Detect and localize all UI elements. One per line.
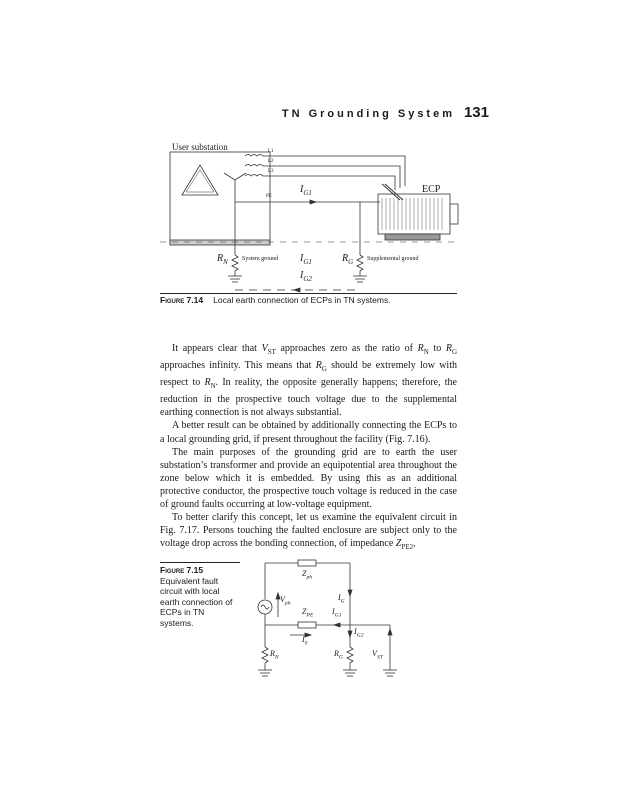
motor-base [385, 234, 440, 240]
zpe-impedance [298, 622, 316, 628]
ig1-bottom-label: $I_{G1}$ [300, 253, 312, 266]
ig2-arrow [348, 631, 352, 637]
figure-7-14-caption-text: Local earth connection of ECPs in TN systems. [213, 295, 391, 305]
ig1-label: $I_{G1}$ [332, 607, 342, 619]
figure-7-15-caption [160, 565, 238, 628]
zph-label: $Z_{ph}$ [302, 569, 313, 581]
paragraph-4: To better clarify this concept, let us examine the equivalent circuit in Fig. 7.17. Persons touching the faulted enclosure are subject only to the voltage drop across the bonding connection, of impedance $Z_{PE2}$, [160, 512, 457, 552]
ig2-label: $I_{G2}$ [354, 627, 364, 639]
caption-rule [160, 293, 457, 294]
conductor-l2 [263, 166, 400, 188]
rn-label: $R_N$ [217, 253, 228, 266]
page-header [0, 106, 617, 126]
figure-7-15-rule [160, 562, 240, 563]
figure-7-14-caption [160, 295, 460, 305]
vst-label: $V_{ST}$ [372, 649, 383, 661]
figure-7-14 [160, 140, 460, 300]
running-title: TN Grounding System [281, 108, 455, 120]
rn-resistor [232, 255, 238, 271]
figure-7-15-diagram [250, 555, 410, 685]
ground-bar [170, 240, 270, 245]
pe-label: PE [266, 194, 272, 199]
transformer-delta [182, 165, 218, 195]
substation-label: User substation [172, 142, 228, 152]
rg-label: $R_G$ [342, 253, 354, 266]
rg-label: $R_G$ [334, 649, 343, 661]
l1-label: L1 [268, 149, 274, 154]
ig-label: $I_G$ [338, 593, 345, 605]
paragraph-1: It appears clear that $V_{ST}$ approaches zero as the ratio of $R_N$ to $R_G$ approaches infinity. This means that $R_G$ should be extremely low with respect to $R_N$. In reality, the opposite generally happens; therefore, the reduction in the prospective touch voltage due to the supplemental earthing connection is not always substantial. [160, 343, 457, 419]
ig1-arrow-top [310, 200, 316, 204]
rn-label: $R_N$ [270, 649, 279, 661]
ig2-arrow [294, 288, 300, 292]
coil-l3 [245, 175, 263, 177]
body-text [160, 342, 457, 554]
ig-arrow [348, 590, 352, 596]
ecp-label: ECP [422, 184, 441, 195]
coil-l1 [245, 155, 263, 157]
ig2-label: $I_{G2}$ [300, 270, 312, 283]
figure-7-15 [250, 555, 410, 685]
ig1-arrow [334, 623, 340, 627]
rg-resistor [357, 255, 363, 271]
substation-box [170, 152, 270, 244]
zph-impedance [298, 560, 316, 566]
l2-label: L2 [268, 159, 274, 164]
l3-label: L3 [268, 169, 274, 174]
conductor-l1 [263, 156, 405, 186]
page-number: 131 [463, 104, 489, 121]
i0-label: $I_0$ [302, 635, 308, 647]
ig1-top-label: $I_{G1}$ [300, 184, 312, 197]
paragraph-2: A better result can be obtained by additionally connecting the ECPs to a local grounding grid, if present throughout the facility (Fig. 7.16). [160, 420, 457, 445]
figure-7-15-caption-label: Figure 7.15 [160, 565, 204, 575]
system-ground-label: System ground [242, 256, 279, 262]
figure-7-14-caption-label: Figure 7.14 [160, 295, 204, 305]
vph-label: $V_{ph}$ [280, 595, 291, 607]
coil-l2 [245, 165, 263, 167]
supplemental-ground-label: Supplemental ground [367, 256, 419, 262]
zpe-label: $Z_{PE}$ [302, 607, 314, 619]
conductor-l3 [263, 176, 395, 190]
paragraph-3: The main purposes of the grounding grid are to earth the user substation’s transformer and provide an equipotential area throughout the zone below which it is embedded. By using this as an additional protective conductor, the prospective touch voltage is reduced in the case of ground faults occurring at low-voltage equipment. [160, 446, 457, 511]
figure-7-15-caption-text: Equivalent fault circuit with local earth connection of ECPs in TN systems. [160, 575, 233, 628]
